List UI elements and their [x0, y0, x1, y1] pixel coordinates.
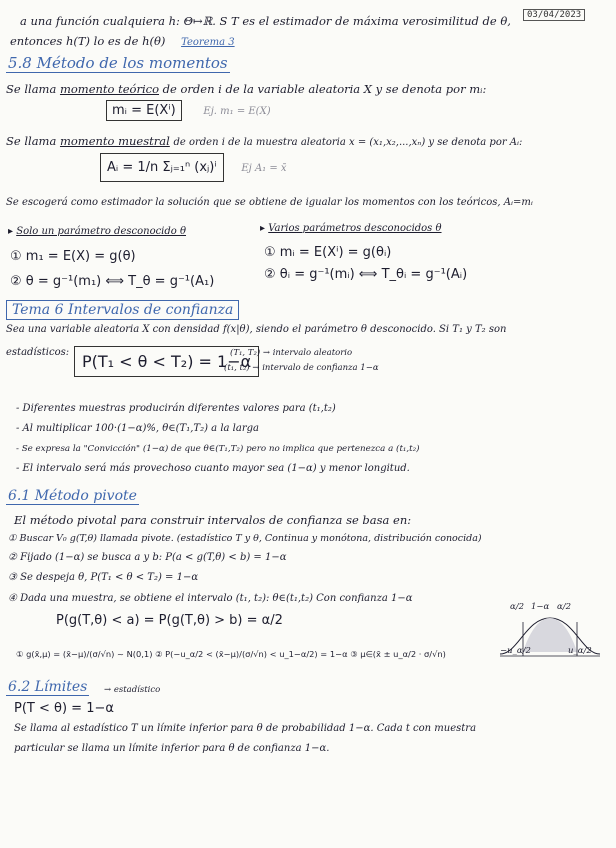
pivote-step-1: ① Buscar V₀ g(T,θ) llamada pivote. (estadístico T y θ, Continua y monótona, distribución conocida)	[8, 533, 482, 544]
pivote-step-4: ④ Dada una muestra, se obtiene el intervalo (t₁, t₂): θ∈(t₁,t₂) Con confianza 1−α	[8, 593, 413, 604]
pivote-step-3: ③ Se despeja θ, P(T₁ < θ < T₂) = 1−α	[8, 572, 199, 583]
section-5-8-title: 5.8 Método de los momentos	[8, 54, 228, 72]
limite-def-2: particular se llama un límite inferior para θ de confianza 1−α.	[14, 743, 330, 754]
formula-mi: mᵢ = E(Xⁱ)	[106, 100, 182, 121]
col1-step-b: ② θ = g⁻¹(m₁) ⟺ T_θ = g⁻¹(A₁)	[10, 274, 215, 289]
def1-term: momento teórico	[59, 82, 160, 96]
col2-step-b: ② θᵢ = g⁻¹(mᵢ) ⟺ T_θᵢ = g⁻¹(Aᵢ)	[264, 267, 468, 282]
date-stamp: 03/04/2023	[523, 9, 585, 21]
intro-line-2-group	[10, 34, 235, 50]
def2-pre: Se llama	[6, 134, 57, 148]
formula-mi-example: Ej. m₁ = E(X)	[203, 106, 271, 117]
section-5-8-heading	[6, 56, 230, 71]
momento-teorico-def	[6, 82, 486, 96]
def1-post: de orden i de la variable aleatoria X y se denota por mᵢ:	[162, 82, 487, 96]
col2-step-a: ① mᵢ = E(Xⁱ) = g(θᵢ)	[264, 245, 392, 260]
ic-bullet-3: - Se expresa la "Convicción" (1−α) de que θ∈(T₁,T₂) pero no implica que pertenezca a (t₁,t₂)	[16, 444, 420, 454]
col1-step-a: ① m₁ = E(X) = g(θ)	[10, 249, 136, 264]
col1-arrow-icon: ▸	[8, 226, 14, 237]
col2-title: Varios parámetros desconocidos θ	[268, 223, 442, 234]
formula-ai: Aᵢ = 1/n Σⱼ₌₁ⁿ (xⱼ)ⁱ	[100, 153, 224, 182]
graph-label-right: u_α/2	[568, 646, 592, 656]
tema-6-intro: Sea una variable aleatoria X con densidad f(x|θ), siendo el parámetro θ desconocido. Si T₁ y T₂ son	[6, 324, 507, 335]
momento-muestral-def	[6, 134, 522, 150]
ic-note-2: (t₁, t₂) → intervalo de confianza 1−α	[224, 363, 379, 373]
pivote-intro: El método pivotal para construir intervalos de confianza se basa en:	[14, 513, 412, 527]
section-6-2-aside	[104, 683, 160, 697]
col1-title-row	[8, 225, 186, 239]
col1-title: Solo un parámetro desconocido θ	[16, 226, 187, 237]
section-6-1-heading	[6, 489, 139, 503]
aside-arrow-icon: →	[104, 685, 112, 695]
formula-mi-row	[106, 103, 271, 119]
tema-6-heading	[6, 303, 239, 317]
formula-ai-row	[100, 160, 287, 176]
graph-alpha-left: α/2	[510, 602, 525, 612]
ic-formula: P(T₁ < θ < T₂) = 1−α	[74, 346, 259, 377]
ic-bullet-4: - El intervalo será más provechoso cuanto mayor sea (1−α) y menor longitud.	[16, 463, 410, 474]
col2-arrow-icon: ▸	[260, 223, 266, 234]
ic-bullet-1: - Diferentes muestras producirán diferentes valores para (t₁,t₂)	[16, 403, 336, 414]
tema-6-intro-b: estadísticos:	[6, 347, 70, 358]
teorema-ref: Teorema 3	[181, 37, 235, 48]
def2-term: momento muestral	[59, 134, 170, 148]
section-6-2-title: 6.2 Límites	[8, 679, 88, 695]
tema-6-title: Tema 6 Intervalos de confianza	[6, 300, 239, 320]
pivote-tails-formula: P(g(T,θ) < a) = P(g(T,θ) > b) = α/2	[56, 613, 283, 628]
def2-post: de orden i de la muestra aleatoria x = (x₁,x₂,...,xₙ) y se denota por Aᵢ:	[173, 137, 523, 148]
pivote-example-normal: ① g(x̄,μ) = (x̄−μ)/(σ/√n) ~ N(0,1) ② P(−u_α/2 < (x̄−μ)/(σ/√n) < u_1−α/2) = 1−α ③ μ∈(x̄ ± u_α/2 · σ/√n)	[16, 649, 446, 659]
col2-title-row	[260, 222, 442, 236]
pivote-step-2: ② Fijado (1−α) se busca a y b: P(a < g(T,θ) < b) = 1−α	[8, 552, 287, 563]
section-6-1-title: 6.1 Método pivote	[8, 488, 137, 504]
ic-note-1: (T₁, T₂) → intervalo aleatorio	[230, 348, 353, 358]
limite-def-1: Se llama al estadístico T un límite inferior para θ de probabilidad 1−α. Cada t con muestra	[14, 723, 477, 734]
graph-label-left: −u_α/2	[500, 646, 531, 656]
graph-alpha-right: α/2	[557, 602, 572, 612]
formula-ai-example: Ej A₁ = x̄	[241, 163, 287, 174]
intro-line-2: entonces h(T) lo es de h(θ)	[10, 34, 166, 48]
section-6-2-heading	[6, 680, 89, 694]
intro-line-1: a una función cualquiera h: Θ↦ℝ. S T es el estimador de máxima verosimilitud de θ,	[20, 14, 511, 28]
limite-formula: P(T < θ) = 1−α	[14, 701, 114, 716]
aside-text: estadístico	[113, 685, 161, 695]
def1-pre: Se llama	[6, 82, 57, 96]
ic-bullet-2: - Al multiplicar 100·(1−α)%, θ∈(T₁,T₂) a la larga	[16, 423, 259, 434]
graph-one-minus-alpha: 1−α	[531, 602, 550, 612]
momentos-estimador-note: Se escogerá como estimador la solución que se obtiene de igualar los momentos con los teóricos, Aᵢ=mᵢ	[6, 197, 533, 208]
